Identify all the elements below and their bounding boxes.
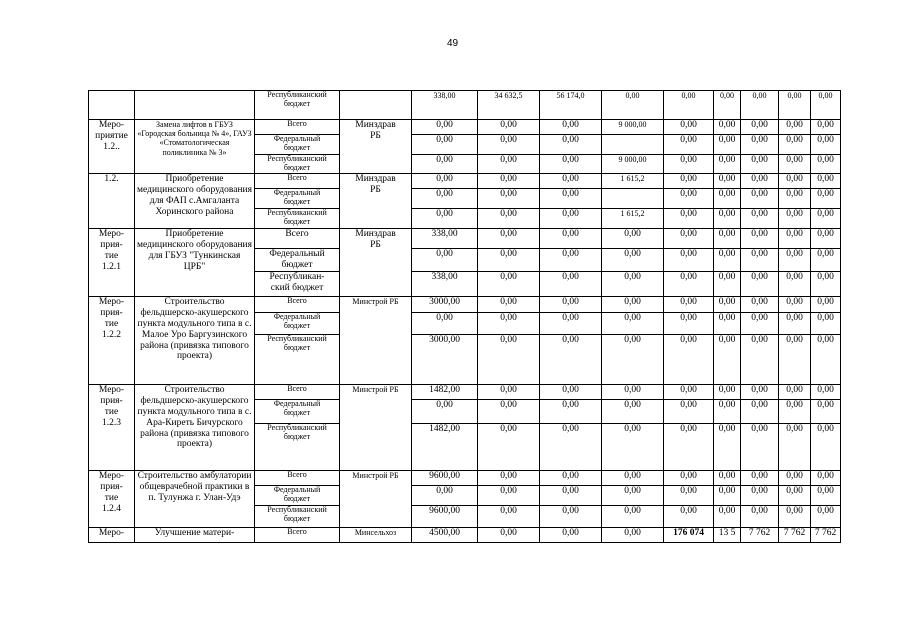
amount-cell: 0,00 [811,296,841,312]
amount-cell: 0,00 [478,296,540,312]
amount-cell: 0,00 [741,485,779,505]
measure-name: Улучшение матери- [135,527,255,542]
amount-cell [602,189,664,209]
amount-cell: 0,00 [811,249,841,272]
amount-cell: 0,00 [811,384,841,399]
responsible-agency: Минстрой РБ [340,384,412,470]
measure-code: Меро- прия- тие 1.2.3 [89,384,135,470]
amount-cell: 0,00 [540,271,602,296]
amount-cell: 0,00 [714,312,741,334]
amount-cell: 0,00 [811,209,841,229]
responsible-agency: Минстрой РБ [340,296,412,384]
amount-cell: 0,00 [741,470,779,485]
amount-cell: 0,00 [478,334,540,384]
funding-source: Всего [255,384,340,399]
amount-cell: 0,00 [714,296,741,312]
amount-cell: 0,00 [741,174,779,189]
amount-cell: 0,00 [412,312,478,334]
amount-cell: 0,00 [741,399,779,423]
amount-cell: 0,00 [540,505,602,527]
amount-cell: 1 615,2 [602,209,664,229]
amount-cell: 0,00 [602,229,664,249]
amount-cell: 0,00 [602,271,664,296]
amount-cell: 176 074 [664,527,714,542]
measure-code: Меро- прия- тие 1.2.4 [89,470,135,527]
amount-cell: 0,00 [664,189,714,209]
amount-cell: 0,00 [779,209,811,229]
amount-cell: 0,00 [478,249,540,272]
amount-cell: 0,00 [664,384,714,399]
amount-cell: 0,00 [779,120,811,135]
amount-cell: 9 000,00 [602,155,664,174]
table-row [89,296,841,312]
table-row [89,91,841,120]
amount-cell: 0,00 [664,470,714,485]
page-number: 49 [446,38,459,49]
amount-cell: 0,00 [540,334,602,384]
amount-cell: 0,00 [714,470,741,485]
table-row [89,527,841,542]
amount-cell: 0,00 [779,189,811,209]
amount-cell: 0,00 [779,155,811,174]
amount-cell: 0,00 [811,91,841,120]
amount-cell: 0,00 [779,399,811,423]
amount-cell: 0,00 [412,399,478,423]
amount-cell: 0,00 [664,485,714,505]
table-row [89,229,841,249]
funding-source: Всего [255,229,340,249]
amount-cell: 13 5 [714,527,741,542]
amount-cell: 0,00 [741,505,779,527]
funding-source: Федеральный бюджет [255,399,340,423]
amount-cell: 4500,00 [412,527,478,542]
amount-cell: 0,00 [811,271,841,296]
amount-cell: 338,00 [412,91,478,120]
amount-cell: 0,00 [412,155,478,174]
amount-cell: 0,00 [811,312,841,334]
funding-source: Республиканский бюджет [255,209,340,229]
amount-cell: 0,00 [811,229,841,249]
budget-table [88,90,841,543]
amount-cell: 0,00 [540,209,602,229]
funding-source: Федеральный бюджет [255,312,340,334]
amount-cell: 0,00 [811,334,841,384]
amount-cell: 0,00 [602,296,664,312]
amount-cell: 0,00 [664,423,714,470]
amount-cell: 0,00 [664,399,714,423]
amount-cell: 0,00 [779,249,811,272]
amount-cell: 0,00 [811,470,841,485]
amount-cell: 0,00 [779,312,811,334]
amount-cell: 0,00 [779,384,811,399]
amount-cell: 0,00 [540,423,602,470]
measure-name: Замена лифтов в ГБУЗ «Городская больница № 4», ГАУЗ «Стоматологическая поликлиника № 3» [135,120,255,174]
funding-source: Республиканский бюджет [255,334,340,384]
measure-code: Меро- прия- тие 1.2.2 [89,296,135,384]
responsible-agency: Минздрав РБ [340,174,412,229]
measure-name: Приобретение медицинского оборудования для ФАП с.Амгаланта Хоринского района [135,174,255,229]
amount-cell: 0,00 [540,384,602,399]
amount-cell: 0,00 [602,423,664,470]
amount-cell: 0,00 [412,249,478,272]
amount-cell: 0,00 [714,120,741,135]
amount-cell: 56 174,0 [540,91,602,120]
amount-cell: 0,00 [478,505,540,527]
amount-cell: 3000,00 [412,296,478,312]
amount-cell: 9600,00 [412,505,478,527]
amount-cell: 0,00 [412,209,478,229]
amount-cell: 0,00 [478,485,540,505]
amount-cell: 0,00 [602,91,664,120]
amount-cell: 0,00 [811,135,841,155]
amount-cell: 0,00 [478,399,540,423]
amount-cell: 0,00 [714,423,741,470]
amount-cell: 0,00 [714,384,741,399]
amount-cell: 1 615,2 [602,174,664,189]
amount-cell: 0,00 [714,334,741,384]
amount-cell: 0,00 [714,399,741,423]
amount-cell: 7 762 [779,527,811,542]
amount-cell: 0,00 [811,174,841,189]
amount-cell: 0,00 [741,249,779,272]
amount-cell: 0,00 [779,174,811,189]
amount-cell: 338,00 [412,271,478,296]
amount-cell: 0,00 [602,399,664,423]
amount-cell: 0,00 [602,527,664,542]
amount-cell: 0,00 [540,249,602,272]
amount-cell: 0,00 [811,505,841,527]
amount-cell: 0,00 [779,135,811,155]
amount-cell: 0,00 [714,485,741,505]
measure-code: Меро- прия- тие 1.2.1 [89,229,135,297]
amount-cell: 0,00 [412,120,478,135]
measure-name: Строительство фельдшерско-акушерского пункта модульного типа в с. Ара-Киреть Бичурского района (привязка типового проекта) [135,384,255,470]
amount-cell: 0,00 [412,189,478,209]
amount-cell: 0,00 [741,155,779,174]
amount-cell: 0,00 [664,155,714,174]
amount-cell: 34 632,5 [478,91,540,120]
amount-cell: 0,00 [540,527,602,542]
amount-cell: 0,00 [741,312,779,334]
amount-cell: 0,00 [540,229,602,249]
amount-cell: 0,00 [741,189,779,209]
amount-cell: 3000,00 [412,334,478,384]
responsible-agency: Минстрой РБ [340,470,412,527]
measure-name: Приобретение медицинского оборудования для ГБУЗ "Тункинская ЦРБ" [135,229,255,297]
amount-cell: 0,00 [714,209,741,229]
amount-cell: 0,00 [540,155,602,174]
amount-cell: 0,00 [741,296,779,312]
table-row [89,470,841,485]
amount-cell: 0,00 [478,271,540,296]
amount-cell: 0,00 [779,229,811,249]
amount-cell: 0,00 [540,120,602,135]
amount-cell: 9600,00 [412,470,478,485]
amount-cell: 0,00 [811,485,841,505]
amount-cell: 0,00 [779,91,811,120]
amount-cell: 0,00 [602,505,664,527]
funding-source: Федеральный бюджет [255,485,340,505]
amount-cell: 0,00 [478,384,540,399]
amount-cell: 0,00 [478,312,540,334]
amount-cell: 0,00 [478,155,540,174]
amount-cell: 0,00 [478,135,540,155]
amount-cell: 0,00 [664,505,714,527]
responsible-agency: Минздрав РБ [340,120,412,174]
amount-cell: 0,00 [714,174,741,189]
amount-cell: 0,00 [664,312,714,334]
amount-cell: 0,00 [478,229,540,249]
amount-cell: 0,00 [741,209,779,229]
amount-cell: 0,00 [540,470,602,485]
funding-source: Всего [255,470,340,485]
amount-cell: 0,00 [478,470,540,485]
amount-cell: 0,00 [664,120,714,135]
amount-cell: 0,00 [478,209,540,229]
amount-cell: 0,00 [741,334,779,384]
amount-cell: 0,00 [602,384,664,399]
amount-cell: 0,00 [540,135,602,155]
amount-cell: 0,00 [664,296,714,312]
measure-name [135,91,255,120]
amount-cell: 0,00 [741,229,779,249]
amount-cell: 0,00 [714,135,741,155]
amount-cell: 0,00 [664,91,714,120]
amount-cell: 0,00 [540,296,602,312]
amount-cell: 0,00 [741,135,779,155]
amount-cell: 0,00 [602,334,664,384]
funding-source: Всего [255,296,340,312]
amount-cell: 0,00 [478,120,540,135]
amount-cell: 0,00 [714,91,741,120]
amount-cell: 0,00 [714,249,741,272]
amount-cell: 0,00 [811,155,841,174]
measure-code: Меро- приятие 1.2.. [89,120,135,174]
amount-cell: 7 762 [811,527,841,542]
amount-cell: 0,00 [540,312,602,334]
amount-cell: 0,00 [478,174,540,189]
measure-name: Строительство амбулатории общеврачебной практики в п. Тулунжа г. Улан-Удэ [135,470,255,527]
funding-source: Федеральный бюджет [255,189,340,209]
amount-cell: 0,00 [779,505,811,527]
amount-cell [602,135,664,155]
amount-cell: 0,00 [664,229,714,249]
amount-cell: 0,00 [741,120,779,135]
table-row [89,384,841,399]
amount-cell: 0,00 [540,399,602,423]
amount-cell: 0,00 [714,189,741,209]
amount-cell: 0,00 [779,470,811,485]
responsible-agency: Минсельхоз [340,527,412,542]
amount-cell: 0,00 [412,485,478,505]
amount-cell: 0,00 [540,485,602,505]
amount-cell: 0,00 [714,155,741,174]
funding-source: Федеральный бюджет [255,249,340,272]
table-row [89,174,841,189]
amount-cell: 0,00 [741,384,779,399]
amount-cell: 0,00 [779,296,811,312]
amount-cell: 0,00 [664,135,714,155]
amount-cell: 0,00 [811,120,841,135]
amount-cell: 9 000,00 [602,120,664,135]
amount-cell: 0,00 [602,470,664,485]
amount-cell: 0,00 [478,527,540,542]
amount-cell: 0,00 [714,271,741,296]
amount-cell: 0,00 [602,249,664,272]
amount-cell: 0,00 [540,174,602,189]
amount-cell: 0,00 [478,423,540,470]
amount-cell: 0,00 [779,271,811,296]
amount-cell: 0,00 [714,229,741,249]
amount-cell: 0,00 [811,189,841,209]
measure-code: Меро- [89,527,135,542]
funding-source: Федеральный бюджет [255,135,340,155]
responsible-agency [340,91,412,120]
amount-cell: 0,00 [412,135,478,155]
amount-cell: 0,00 [664,249,714,272]
amount-cell: 0,00 [779,334,811,384]
measure-code [89,91,135,120]
measure-code: 1.2. [89,174,135,229]
amount-cell: 0,00 [811,399,841,423]
funding-source: Всего [255,174,340,189]
amount-cell: 0,00 [811,423,841,470]
amount-cell: 0,00 [540,189,602,209]
table-row [89,120,841,135]
amount-cell: 0,00 [779,423,811,470]
funding-source: Республиканский бюджет [255,423,340,470]
funding-source: Всего [255,120,340,135]
funding-source: Республиканский бюджет [255,155,340,174]
funding-source: Республиканский бюджет [255,505,340,527]
funding-source: Всего [255,527,340,542]
measure-name: Строительство фельдшерско-акушерского пункта модульного типа в с. Малое Уро Баргузинского района (привязка типового проекта) [135,296,255,384]
amount-cell: 0,00 [664,209,714,229]
amount-cell: 0,00 [602,485,664,505]
amount-cell: 0,00 [779,485,811,505]
amount-cell: 0,00 [714,505,741,527]
amount-cell: 0,00 [741,91,779,120]
amount-cell: 0,00 [478,189,540,209]
funding-source: Республиканский бюджет [255,91,340,120]
amount-cell: 338,00 [412,229,478,249]
amount-cell: 1482,00 [412,423,478,470]
amount-cell: 0,00 [664,334,714,384]
amount-cell: 0,00 [664,174,714,189]
amount-cell: 0,00 [741,271,779,296]
amount-cell: 0,00 [412,174,478,189]
amount-cell: 0,00 [602,312,664,334]
funding-source: Республикан- ский бюджет [255,271,340,296]
amount-cell: 1482,00 [412,384,478,399]
amount-cell: 7 762 [741,527,779,542]
amount-cell: 0,00 [664,271,714,296]
amount-cell: 0,00 [741,423,779,470]
responsible-agency: Минздрав РБ [340,229,412,297]
